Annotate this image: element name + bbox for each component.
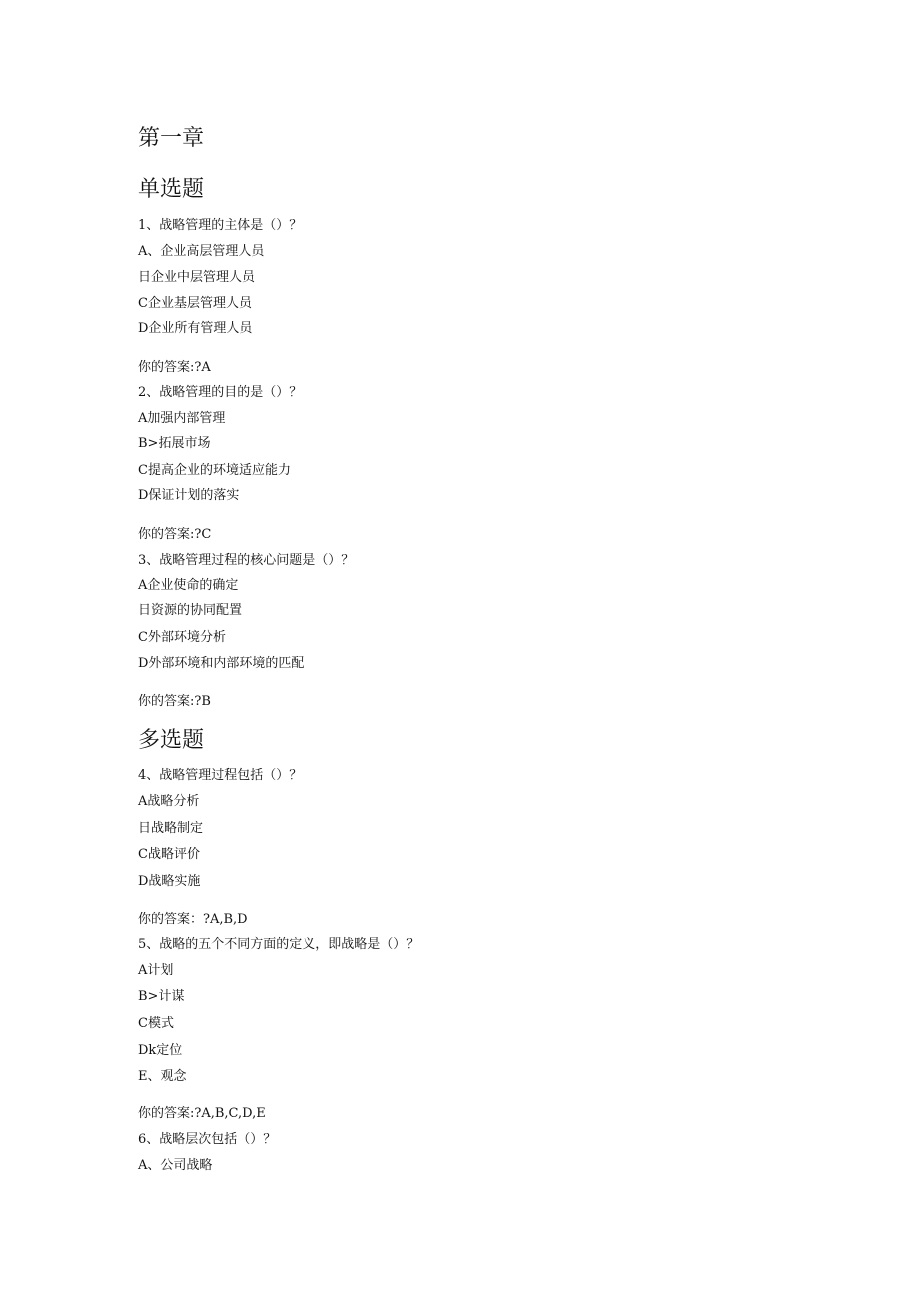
option: Dk定位	[138, 1043, 183, 1058]
option: D战略实施	[138, 874, 201, 889]
option: A企业使命的确定	[138, 578, 239, 593]
option: D外部环境和内部环境的匹配	[138, 656, 305, 671]
option: C企业基层管理人员	[138, 296, 252, 311]
question-1: 1、战略管理的主体是（）？	[138, 218, 303, 233]
option: A、公司战略	[138, 1158, 213, 1173]
answer-1: 你的答案:?A	[138, 360, 211, 375]
section-title-multi: 多选题	[138, 728, 205, 753]
option: E、观念	[138, 1069, 187, 1084]
option: 日企业中层管理人员	[138, 270, 256, 285]
option: C战略评价	[138, 847, 200, 862]
answer-4: 你的答案：?A,B,D	[138, 912, 248, 927]
question-5: 5、战略的五个不同方面的定义，即战略是（）？	[138, 937, 420, 952]
question-3: 3、战略管理过程的核心问题是（）？	[138, 553, 355, 568]
option: C模式	[138, 1016, 174, 1031]
option: A、企业高层管理人员	[138, 244, 265, 259]
option: B>拓展市场	[138, 436, 211, 451]
option: A战略分析	[138, 794, 200, 809]
section-title-single: 单选题	[138, 177, 205, 202]
question-2: 2、战略管理的目的是（）？	[138, 385, 303, 400]
option: 日战略制定	[138, 821, 204, 836]
option: A加强内部管理	[138, 411, 226, 426]
option: 日资源的协同配置	[138, 603, 243, 618]
option: A计划	[138, 963, 174, 978]
question-4: 4、战略管理过程包括（）？	[138, 768, 303, 783]
option: B>计谋	[138, 989, 185, 1004]
option: C外部环境分析	[138, 630, 226, 645]
answer-3: 你的答案:?B	[138, 694, 211, 709]
option: D保证计划的落实	[138, 488, 240, 503]
option: D企业所有管理人员	[138, 321, 253, 336]
answer-5: 你的答案:?A,B,C,D,E	[138, 1106, 266, 1121]
question-6: 6、战略层次包括（）？	[138, 1132, 277, 1147]
option: C提高企业的环境适应能力	[138, 463, 291, 478]
chapter-title: 第一章	[138, 126, 205, 151]
answer-2: 你的答案:?C	[138, 527, 212, 542]
